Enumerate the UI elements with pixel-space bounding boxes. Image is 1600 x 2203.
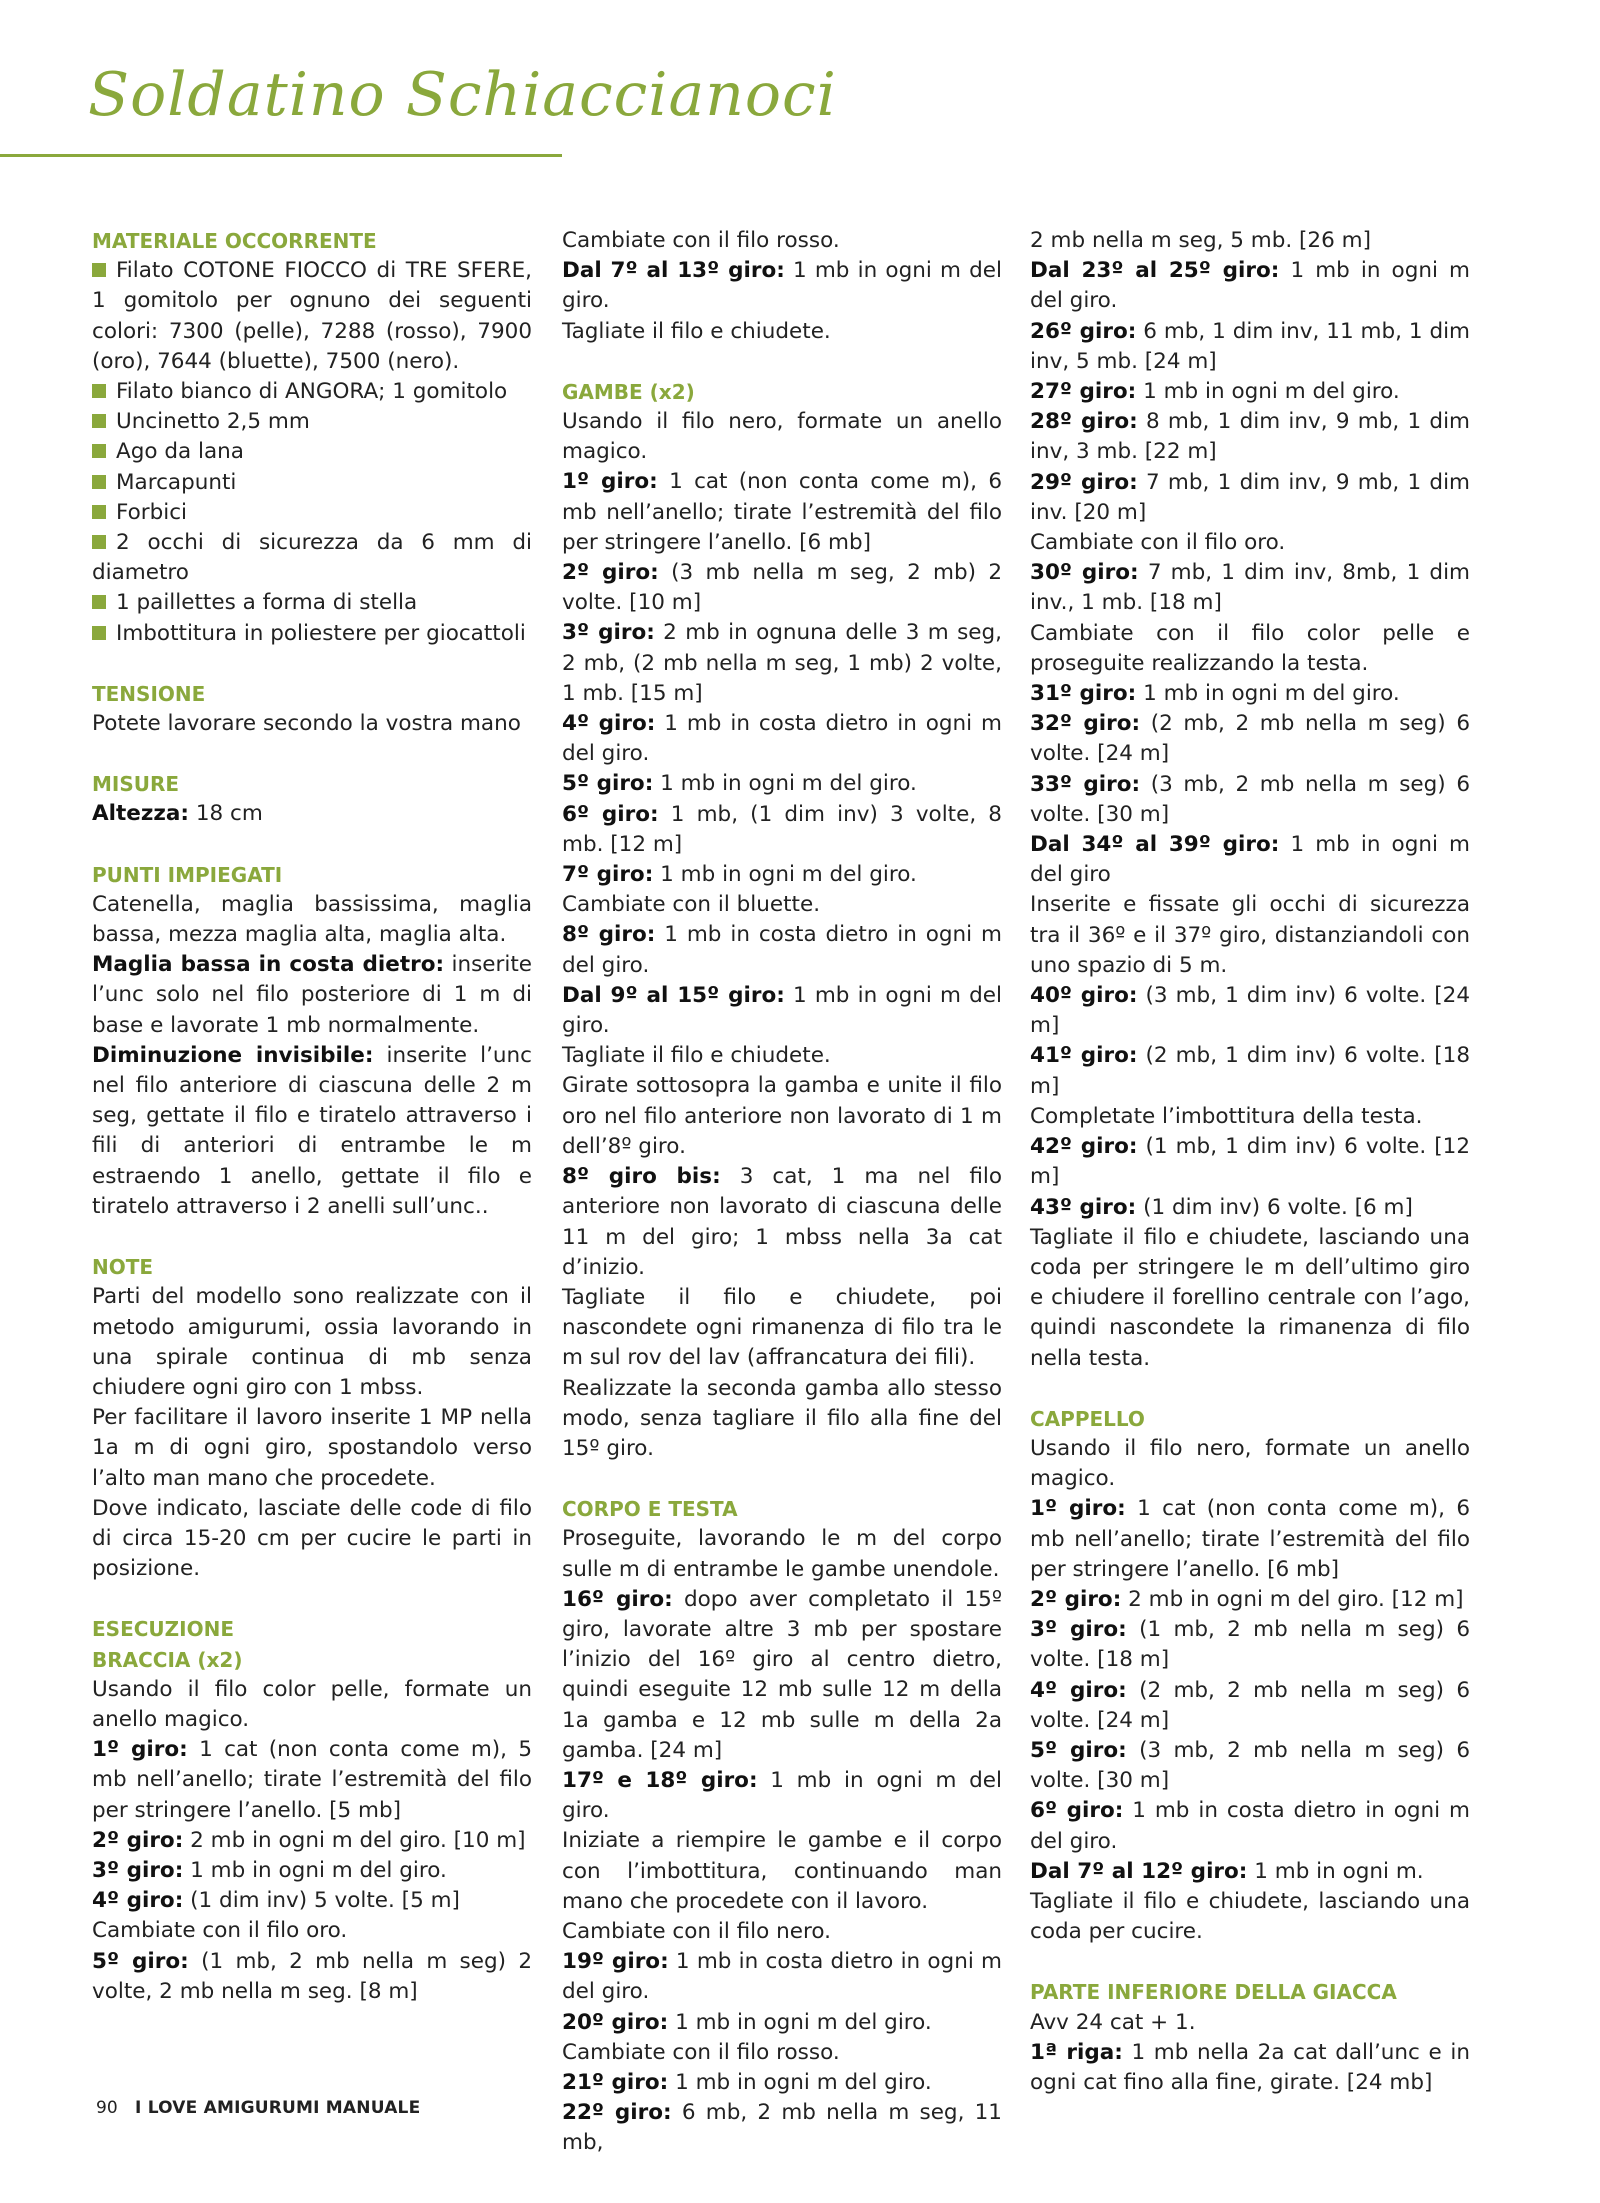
instruction-label: 40º giro: xyxy=(1030,983,1138,1009)
instruction-text: Tagliate il filo e chiudete, lasciando una coda per cucire. xyxy=(1030,1888,1470,1945)
instruction-text: Usando il filo nero, formate un anello magico. xyxy=(1030,1435,1470,1492)
instruction-paragraph xyxy=(562,558,1002,618)
instruction-label: Dal 34º al 39º giro: xyxy=(1030,832,1280,858)
instruction-paragraph xyxy=(92,1947,532,2007)
square-bullet-icon xyxy=(92,384,106,398)
instruction-label: 26º giro: xyxy=(1030,318,1137,344)
instruction-paragraph xyxy=(92,799,532,829)
bullet-text: 1 paillettes a forma di stella xyxy=(116,590,418,616)
instruction-paragraph xyxy=(562,1826,1002,1917)
title-underline xyxy=(0,154,562,157)
instruction-paragraph xyxy=(562,1041,1002,1071)
instruction-label: Dal 7º al 12º giro: xyxy=(1030,1858,1248,1884)
instruction-text: (2 mb, 2 mb nella m seg) 6 volte. [24 m] xyxy=(1030,711,1471,767)
instruction-paragraph xyxy=(1030,407,1470,467)
instruction-paragraph xyxy=(1030,377,1470,407)
instruction-paragraph xyxy=(562,709,1002,769)
instruction-label: 8º giro bis: xyxy=(562,1164,721,1190)
instruction-label: 4º giro: xyxy=(92,1888,184,1914)
instruction-label: 6º giro: xyxy=(562,801,659,827)
column-1 xyxy=(92,226,532,2007)
instruction-text: 1 mb in ogni m del giro. xyxy=(183,1857,447,1883)
instruction-label: 21º giro: xyxy=(562,2069,669,2095)
instruction-label: 33º giro: xyxy=(1030,771,1141,797)
instruction-label: 1º giro: xyxy=(92,1737,188,1763)
section-heading: ESECUZIONE xyxy=(92,1617,234,1642)
instruction-paragraph xyxy=(1030,1132,1470,1192)
instruction-paragraph xyxy=(92,1916,532,1946)
instruction-paragraph xyxy=(1030,1041,1470,1101)
publication-name: I LOVE AMIGURUMI MANUALE xyxy=(135,2098,421,2118)
instruction-label: Altezza: xyxy=(92,801,190,827)
instruction-text: 7 mb, 1 dim inv, 9 mb, 1 dim inv. [20 m] xyxy=(1030,469,1470,525)
bullet-text: Uncinetto 2,5 mm xyxy=(116,409,310,435)
instruction-label: 5º giro: xyxy=(562,771,654,797)
instruction-text: Tagliate il filo e chiudete. xyxy=(562,318,831,344)
instruction-label: 22º giro: xyxy=(562,2100,672,2126)
instruction-paragraph xyxy=(562,2068,1002,2098)
instruction-paragraph xyxy=(1030,226,1470,256)
instruction-text: Potete lavorare secondo la vostra mano xyxy=(92,711,521,737)
instruction-label: 32º giro: xyxy=(1030,711,1141,737)
instruction-paragraph xyxy=(562,1071,1002,1162)
instruction-label: 20º giro: xyxy=(562,2009,669,2035)
instruction-paragraph xyxy=(1030,2008,1470,2038)
instruction-text: 2 mb in ogni m del giro. [12 m] xyxy=(1121,1586,1464,1612)
instruction-text: (1 mb, 2 mb nella m seg) 6 volte. [18 m] xyxy=(1030,1617,1471,1673)
bullet-text: Ago da lana xyxy=(116,439,244,465)
instruction-text: Per facilitare il lavoro inserite 1 MP nella 1a m di ogni giro, spostandolo verso l’alto man mano che procedete. xyxy=(92,1405,532,1491)
instruction-paragraph xyxy=(562,2098,1002,2158)
materials-list-item xyxy=(92,407,532,437)
section-heading: GAMBE (x2) xyxy=(562,379,695,404)
square-bullet-icon xyxy=(92,595,106,609)
instruction-label: 27º giro: xyxy=(1030,379,1137,405)
instruction-label: 2º giro: xyxy=(92,1827,184,1853)
instruction-label: 6º giro: xyxy=(1030,1798,1124,1824)
instruction-text: 3 cat, 1 ma nel filo anteriore non lavorato di ciascuna delle 11 m del giro; 1 mbss nella 3a cat d’inizio. xyxy=(562,1164,1002,1280)
instruction-text: (2 mb, 1 dim inv) 6 volte. [18 m] xyxy=(1030,1043,1470,1099)
instruction-paragraph xyxy=(92,1886,532,1916)
materials-list-item xyxy=(92,498,532,528)
instruction-text: Completate l’imbottitura della testa. xyxy=(1030,1103,1423,1129)
instruction-label: 7º giro: xyxy=(562,862,654,888)
section-heading: CAPPELLO xyxy=(1030,1406,1145,1431)
instruction-paragraph xyxy=(562,1524,1002,1584)
section-heading: BRACCIA (x2) xyxy=(92,1647,243,1672)
instruction-text: 2 mb in ogni m del giro. [10 m] xyxy=(183,1827,526,1853)
instruction-text: 1 mb in costa dietro in ogni m del giro. xyxy=(562,1949,1002,2005)
square-bullet-icon xyxy=(92,414,106,428)
section-heading: PARTE INFERIORE DELLA GIACCA xyxy=(1030,1980,1397,2005)
page-footer xyxy=(96,2098,420,2118)
instruction-paragraph xyxy=(562,2038,1002,2068)
instruction-label: 5º giro: xyxy=(1030,1737,1127,1763)
instruction-paragraph xyxy=(1030,1102,1470,1132)
materials-list-item xyxy=(92,588,532,618)
instruction-paragraph xyxy=(1030,1887,1470,1947)
square-bullet-icon xyxy=(92,444,106,458)
instruction-paragraph xyxy=(92,1826,532,1856)
instruction-text: 6 mb, 2 mb nella m seg, 11 mb, xyxy=(562,2100,1002,2156)
instruction-paragraph xyxy=(92,1735,532,1826)
instruction-label: 42º giro: xyxy=(1030,1134,1138,1160)
instruction-text: 1 mb in ogni m del giro. xyxy=(668,2069,932,2095)
instruction-text: 6 mb, 1 dim inv, 11 mb, 1 dim inv, 5 mb. [24 m] xyxy=(1030,318,1471,374)
instruction-label: Maglia bassa in costa dietro: xyxy=(92,952,445,978)
instruction-paragraph xyxy=(562,1374,1002,1465)
instruction-paragraph xyxy=(92,1041,532,1222)
instruction-paragraph xyxy=(562,890,1002,920)
instruction-text: 1 mb in ogni m del giro xyxy=(1030,832,1470,888)
instruction-label: 17º e 18º giro: xyxy=(562,1767,758,1793)
instruction-label: 1º giro: xyxy=(562,469,658,495)
instruction-text: 1 mb in costa dietro in ogni m del giro. xyxy=(562,711,1002,767)
square-bullet-icon xyxy=(92,535,106,549)
instruction-text: Cambiate con il filo oro. xyxy=(92,1918,348,1944)
instruction-paragraph xyxy=(1030,1796,1470,1856)
column-3 xyxy=(1030,226,1470,2098)
instruction-text: Dove indicato, lasciate delle code di filo di circa 15-20 cm per cucire le parti in posizione. xyxy=(92,1495,532,1582)
instruction-paragraph xyxy=(1030,1434,1470,1494)
instruction-text: inserite l’unc solo nel filo posteriore di 1 m di base e lavorate 1 mb normalmente. xyxy=(92,952,532,1038)
instruction-paragraph xyxy=(1030,1736,1470,1796)
instruction-text: 18 cm xyxy=(189,801,263,827)
instruction-paragraph xyxy=(1030,1615,1470,1675)
instruction-text: 1 cat (non conta come m), 6 mb nell’anello; tirate l’estremità del filo per stringere l’anello. [6 mb] xyxy=(1030,1496,1470,1582)
instruction-text: Cambiate con il filo nero. xyxy=(562,1918,831,1944)
instruction-label: 8º giro: xyxy=(562,922,656,948)
instruction-text: 1 mb in ogni m del giro. xyxy=(562,258,1002,314)
instruction-text: 1 cat (non conta come m), 5 mb nell’anello; tirate l’estremità del filo per stringere l’anello. [5 mb] xyxy=(92,1737,532,1823)
instruction-paragraph xyxy=(92,1675,532,1735)
bullet-text: Marcapunti xyxy=(116,469,237,495)
instruction-label: Dal 7º al 13º giro: xyxy=(562,258,785,284)
instruction-paragraph xyxy=(1030,1857,1470,1887)
instruction-paragraph xyxy=(562,860,1002,890)
instruction-paragraph xyxy=(562,1766,1002,1826)
instruction-paragraph xyxy=(562,2008,1002,2038)
square-bullet-icon xyxy=(92,263,106,277)
instruction-label: 1ª riga: xyxy=(1030,2039,1123,2065)
materials-list-item xyxy=(92,377,532,407)
instruction-label: 31º giro: xyxy=(1030,681,1137,707)
materials-list-item xyxy=(92,256,532,377)
instruction-text: 1 cat (non conta come m), 6 mb nell’anello; tirate l’estremità del filo per stringere l’anello. [6 mb] xyxy=(562,469,1002,555)
instruction-label: Dal 23º al 25º giro: xyxy=(1030,258,1280,284)
instruction-text: 1 mb in ogni m del giro. xyxy=(653,862,917,888)
square-bullet-icon xyxy=(92,505,106,519)
materials-list-item xyxy=(92,619,532,649)
instruction-text: Girate sottosopra la gamba e unite il filo oro nel filo anteriore non lavorato di 1 m dell’8º giro. xyxy=(562,1073,1002,1159)
instruction-paragraph xyxy=(1030,981,1470,1041)
instruction-text: (1 mb, 1 dim inv) 6 volte. [12 m] xyxy=(1030,1134,1470,1190)
instruction-text: Tagliate il filo e chiudete, lasciando una coda per stringere le m dell’ultimo giro e chiudere il forellino centrale con l’ago, quindi nascondete la rimanenza di filo nella testa. xyxy=(1030,1224,1470,1371)
instruction-text: Usando il filo nero, formate un anello magico. xyxy=(562,409,1002,465)
instruction-text: 1 mb nella 2a cat dall’unc e in ogni cat fino alla fine, girate. [24 mb] xyxy=(1030,2039,1470,2095)
instruction-text: 1 mb in ogni m del giro. xyxy=(1030,258,1470,314)
instruction-text: (3 mb nella m seg, 2 mb) 2 volte. [10 m] xyxy=(562,560,1003,616)
instruction-text: Avv 24 cat + 1. xyxy=(1030,2009,1196,2035)
instruction-text: (3 mb, 1 dim inv) 6 volte. [24 m] xyxy=(1030,983,1470,1039)
section-heading: MATERIALE OCCORRENTE xyxy=(92,229,377,253)
instruction-paragraph xyxy=(1030,558,1470,618)
instruction-paragraph xyxy=(1030,619,1470,679)
instruction-paragraph xyxy=(1030,709,1470,769)
instruction-text: (3 mb, 2 mb nella m seg) 6 volte. [30 m] xyxy=(1030,1737,1471,1794)
materials-list-item xyxy=(92,437,532,467)
instruction-paragraph xyxy=(562,407,1002,467)
instruction-paragraph xyxy=(1030,830,1470,890)
instruction-text: dopo aver completato il 15º giro, lavorate altre 3 mb per spostare l’inizio del 16º giro al centro dietro, quindi eseguite 12 mb sulle 12 m della 1a gamba e 12 mb sulle m della 2a gamba. [24 m] xyxy=(562,1586,1002,1763)
instruction-text: Catenella, maglia bassissima, maglia bassa, mezza maglia alta, maglia alta. xyxy=(92,891,532,948)
instruction-paragraph xyxy=(92,1856,532,1886)
instruction-paragraph xyxy=(1030,1193,1470,1223)
instruction-text: inserite l’unc nel filo anteriore di ciascuna delle 2 m seg, gettate il filo e tiratelo attraverso i fili di anteriori di entrambe le m estraendo 1 anello, gettate il filo e tiratelo attraverso i 2 anelli sull’unc.. xyxy=(92,1042,532,1219)
instruction-label: 29º giro: xyxy=(1030,469,1138,495)
instruction-text: 1 mb in ogni m del giro. xyxy=(668,2009,932,2035)
instruction-text: Cambiate con il filo oro. xyxy=(1030,530,1286,556)
instruction-text: 7 mb, 1 dim inv, 8mb, 1 dim inv., 1 mb. [18 m] xyxy=(1030,560,1470,616)
instruction-text: (2 mb, 2 mb nella m seg) 6 volte. [24 m] xyxy=(1030,1677,1471,1733)
instruction-paragraph xyxy=(562,769,1002,799)
bullet-text: Filato COTONE FIOCCO di TRE SFERE, 1 gomitolo per ognuno dei seguenti colori: 7300 (pelle), 7288 (rosso), 7900 (oro), 7644 (bluette), 7500 (nero). xyxy=(92,258,532,374)
instruction-label: 4º giro: xyxy=(1030,1677,1127,1703)
instruction-text: 1 mb in costa dietro in ogni m del giro. xyxy=(562,922,1002,978)
instruction-text: 1 mb, (1 dim inv) 3 volte, 8 mb. [12 m] xyxy=(562,801,1002,857)
instruction-label: 1º giro: xyxy=(1030,1496,1126,1522)
instruction-label: 2º giro: xyxy=(1030,1586,1122,1612)
instruction-text: 1 mb in ogni m del giro. xyxy=(562,982,1002,1039)
instruction-text: Usando il filo color pelle, formate un anello magico. xyxy=(92,1676,532,1732)
instruction-text: Cambiate con il bluette. xyxy=(562,892,821,918)
bullet-text: Filato bianco di ANGORA; 1 gomitolo xyxy=(116,379,508,405)
instruction-text: Realizzate la seconda gamba allo stesso modo, senza tagliare il filo alla fine del 15º giro. xyxy=(562,1375,1002,1461)
instruction-label: Diminuzione invisibile: xyxy=(92,1042,374,1068)
bullet-text: Imbottitura in poliestere per giocattoli xyxy=(116,620,526,646)
instruction-text: Inserite e fissate gli occhi di sicurezza tra il 36º e il 37º giro, distanziandoli con uno spazio di 5 m. xyxy=(1030,892,1470,978)
instruction-paragraph xyxy=(1030,1585,1470,1615)
instruction-paragraph xyxy=(1030,890,1470,981)
instruction-text: 1 mb in ogni m del giro. xyxy=(1136,379,1400,405)
instruction-paragraph xyxy=(1030,679,1470,709)
instruction-paragraph xyxy=(562,1917,1002,1947)
instruction-paragraph xyxy=(1030,1676,1470,1736)
section-heading: NOTE xyxy=(92,1255,154,1280)
instruction-label: 41º giro: xyxy=(1030,1043,1138,1069)
instruction-paragraph xyxy=(562,981,1002,1041)
instruction-paragraph xyxy=(92,1494,532,1585)
instruction-paragraph xyxy=(562,1947,1002,2007)
instruction-text: (3 mb, 2 mb nella m seg) 6 volte. [30 m] xyxy=(1030,771,1471,827)
instruction-paragraph xyxy=(1030,1223,1470,1374)
instruction-paragraph xyxy=(92,950,532,1041)
instruction-text: 1 mb in ogni m del giro. xyxy=(1136,681,1400,707)
instruction-paragraph xyxy=(1030,2038,1470,2098)
bullet-text: 2 occhi di sicurezza da 6 mm di diametro xyxy=(92,530,532,586)
instruction-text: Cambiate con il filo rosso. xyxy=(562,2039,840,2065)
section-heading: PUNTI IMPIEGATI xyxy=(92,862,283,887)
instruction-label: Dal 9º al 15º giro: xyxy=(562,982,785,1008)
square-bullet-icon xyxy=(92,475,106,489)
instruction-paragraph xyxy=(1030,1494,1470,1585)
instruction-label: 3º giro: xyxy=(1030,1617,1127,1643)
instruction-label: 3º giro: xyxy=(562,620,655,646)
instruction-text: Cambiate con il filo rosso. xyxy=(562,228,840,253)
bullet-text: Forbici xyxy=(116,499,188,525)
instruction-paragraph xyxy=(562,1162,1002,1283)
instruction-text: (1 dim inv) 5 volte. [5 m] xyxy=(183,1888,460,1914)
instruction-text: 2 mb nella m seg, 5 mb. [26 m] xyxy=(1030,228,1371,253)
instruction-text: 1 mb in ogni m. xyxy=(1247,1858,1424,1884)
instruction-text: 2 mb in ognuna delle 3 m seg, 2 mb, (2 mb nella m seg, 1 mb) 2 volte, 1 mb. [15 m] xyxy=(562,620,1002,706)
square-bullet-icon xyxy=(92,626,106,640)
instruction-label: 16º giro: xyxy=(562,1586,673,1612)
instruction-label: 30º giro: xyxy=(1030,560,1139,586)
instruction-text: 1 mb in ogni m del giro. xyxy=(562,1767,1002,1824)
instruction-text: 8 mb, 1 dim inv, 9 mb, 1 dim inv, 3 mb. [22 m] xyxy=(1030,409,1470,465)
instruction-text: (1 dim inv) 6 volte. [6 m] xyxy=(1136,1194,1413,1220)
instruction-label: 2º giro: xyxy=(562,560,659,586)
instruction-paragraph xyxy=(562,618,1002,709)
instruction-label: 19º giro: xyxy=(562,1949,669,1975)
page-number: 90 xyxy=(96,2098,118,2118)
instruction-paragraph xyxy=(92,890,532,950)
section-heading: CORPO E TESTA xyxy=(562,1497,738,1522)
instruction-paragraph xyxy=(562,920,1002,980)
column-2 xyxy=(562,226,1002,2159)
instruction-label: 4º giro: xyxy=(562,711,656,737)
instruction-paragraph xyxy=(92,709,532,739)
instruction-text: Tagliate il filo e chiudete, poi nascondete ogni rimanenza di filo tra le m sul rov del lav (affrancatura dei fili). xyxy=(562,1284,1002,1371)
materials-list-item xyxy=(92,528,532,588)
instruction-paragraph xyxy=(562,226,1002,256)
instruction-paragraph xyxy=(562,467,1002,558)
instruction-label: 5º giro: xyxy=(92,1948,189,1974)
instruction-label: 28º giro: xyxy=(1030,409,1138,435)
instruction-label: 3º giro: xyxy=(92,1857,184,1883)
instruction-text: Proseguite, lavorando le m del corpo sulle m di entrambe le gambe unendole. xyxy=(562,1526,1002,1582)
instruction-paragraph xyxy=(1030,317,1470,377)
instruction-paragraph xyxy=(1030,468,1470,528)
instruction-text: Cambiate con il filo color pelle e proseguite realizzando la testa. xyxy=(1030,620,1470,676)
page-title: Soldatino Schiaccianoci xyxy=(88,60,837,130)
instruction-text: 1 mb in costa dietro in ogni m del giro. xyxy=(1030,1798,1470,1854)
instruction-paragraph xyxy=(562,256,1002,316)
section-heading: TENSIONE xyxy=(92,681,206,706)
instruction-label: 43º giro: xyxy=(1030,1194,1137,1220)
instruction-text: Parti del modello sono realizzate con il metodo amigurumi, ossia lavorando in una spirale continua di mb senza chiudere ogni giro con 1 mbss. xyxy=(92,1284,532,1400)
instruction-text: (1 mb, 2 mb nella m seg) 2 volte, 2 mb nella m seg. [8 m] xyxy=(92,1948,533,2004)
instruction-paragraph xyxy=(562,1585,1002,1766)
instruction-paragraph xyxy=(1030,256,1470,316)
instruction-paragraph xyxy=(562,317,1002,347)
instruction-paragraph xyxy=(562,1283,1002,1374)
instruction-paragraph xyxy=(92,1403,532,1494)
instruction-text: Tagliate il filo e chiudete. xyxy=(562,1043,831,1069)
materials-list-item xyxy=(92,468,532,498)
instruction-paragraph xyxy=(1030,528,1470,558)
section-heading: MISURE xyxy=(92,772,180,797)
instruction-text: Iniziate a riempire le gambe e il corpo con l’imbottitura, continuando man mano che procedete con il lavoro. xyxy=(562,1828,1002,1914)
instruction-paragraph xyxy=(562,800,1002,860)
instruction-text: 1 mb in ogni m del giro. xyxy=(653,771,917,797)
instruction-paragraph xyxy=(92,1282,532,1403)
instruction-paragraph xyxy=(1030,770,1470,830)
